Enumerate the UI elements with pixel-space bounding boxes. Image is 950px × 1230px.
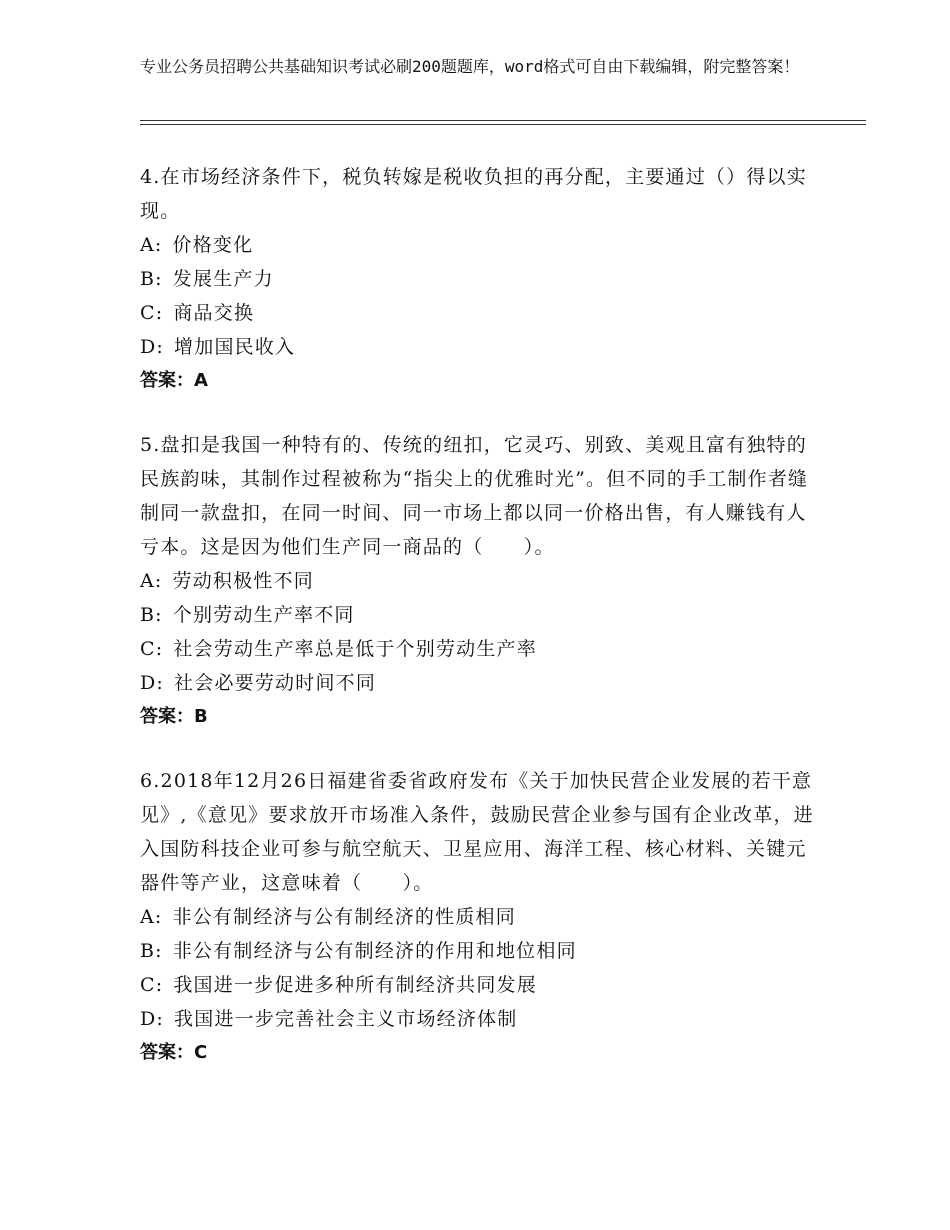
question-4: [140, 160, 820, 398]
option-text: 劳动积极性不同: [172, 570, 314, 592]
question-text: 5.盘扣是我国一种特有的、传统的纽扣，它灵巧、别致、美观且富有独特的民族韵味，其制作过程被称为“指尖上的优雅时光”。但不同的手工制作者缝制同一款盘扣，在同一时间、同一市场上都以同一价格出售，有人赚钱有人亏本。这是因为他们生产同一商品的（ ）。: [140, 434, 809, 558]
option-text: 商品交换: [173, 302, 255, 324]
document-header: [140, 55, 840, 79]
option-text: 社会劳动生产率总是低于个别劳动生产率: [173, 638, 537, 660]
answer-label: 答案：B: [140, 706, 208, 727]
question-list: [140, 160, 820, 1100]
question-text: 6.2018年12月26日福建省委省政府发布《关于加快民营企业发展的若干意见》,《意见》要求放开市场准入条件，鼓励民营企业参与国有企业改革，进入国防科技企业可参与航空航天、卫星应用、海洋工程、核心材料、关键元器件等产业，这意味着（ ）。: [140, 770, 814, 894]
option-key: D:: [140, 1008, 165, 1030]
option-text: 非公有制经济与公有制经济的作用和地位相同: [172, 940, 577, 962]
option-text: 增加国民收入: [174, 336, 296, 358]
option-key: A:: [140, 570, 163, 592]
option-key: B:: [140, 604, 163, 626]
option-b: [140, 934, 820, 968]
option-key: C:: [140, 638, 164, 660]
option-b: [140, 598, 820, 632]
option-text: 社会必要劳动时间不同: [174, 672, 377, 694]
option-key: D:: [140, 336, 165, 358]
question-6: [140, 764, 820, 1070]
answer-label: 答案：A: [140, 370, 208, 391]
option-d: [140, 666, 820, 700]
option-c: [140, 968, 820, 1002]
header-divider-bottom: [140, 124, 866, 125]
option-text: 个别劳动生产率不同: [172, 604, 355, 626]
question-text: 4.在市场经济条件下，税负转嫁是税收负担的再分配，主要通过（）得以实现。: [140, 166, 807, 222]
option-a: [140, 900, 820, 934]
option-key: C:: [140, 974, 164, 996]
option-key: A:: [140, 234, 163, 256]
option-key: C:: [140, 302, 164, 324]
option-d: [140, 1002, 820, 1036]
option-text: 发展生产力: [172, 268, 274, 290]
option-text: 我国进一步完善社会主义市场经济体制: [174, 1008, 518, 1030]
question-5: [140, 428, 820, 734]
option-key: A:: [140, 906, 163, 928]
option-a: [140, 228, 820, 262]
option-key: B:: [140, 268, 163, 290]
option-b: [140, 262, 820, 296]
option-c: [140, 632, 820, 666]
option-d: [140, 330, 820, 364]
option-text: 价格变化: [172, 234, 254, 256]
header-divider-top: [140, 120, 866, 121]
option-key: B:: [140, 940, 163, 962]
option-text: 非公有制经济与公有制经济的性质相同: [172, 906, 516, 928]
option-key: D:: [140, 672, 165, 694]
option-text: 我国进一步促进多种所有制经济共同发展: [173, 974, 537, 996]
header-title: 专业公务员招聘公共基础知识考试必刷200题题库，word格式可自由下载编辑，附完整答案！: [140, 57, 800, 76]
option-a: [140, 564, 820, 598]
answer-label: 答案：C: [140, 1042, 208, 1063]
option-c: [140, 296, 820, 330]
